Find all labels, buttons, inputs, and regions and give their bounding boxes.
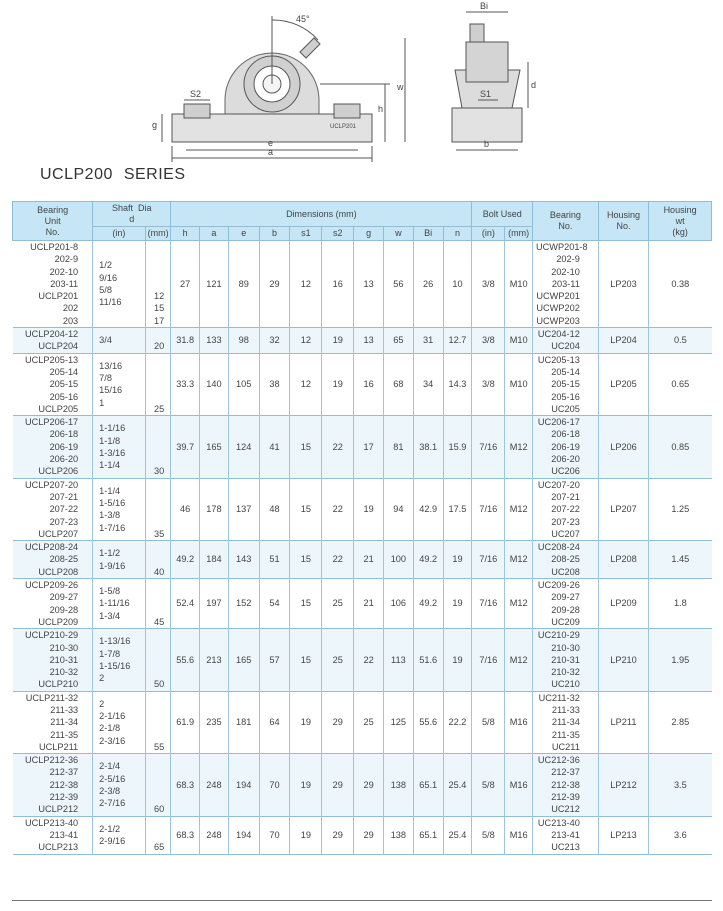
b-label: b	[484, 139, 490, 149]
cell-housing: LP204	[598, 328, 648, 354]
cell-a: 121	[200, 241, 229, 328]
right-foot-slot	[334, 104, 360, 118]
cell-n: 25.4	[443, 816, 472, 854]
cell-s2: 29	[322, 754, 354, 816]
cell-g: 13	[354, 241, 384, 328]
cell-n: 10	[443, 241, 472, 328]
cell-e: 165	[228, 629, 259, 691]
table-row	[13, 478, 712, 540]
cell-housing: LP212	[598, 754, 648, 816]
table-bottom-rule	[12, 900, 712, 901]
cell-bi: 51.6	[413, 629, 443, 691]
cell-s2: 29	[322, 691, 354, 753]
cell-bearing: UC205-13 205-14 205-15 205-16 UC205	[533, 353, 599, 415]
cell-e: 181	[228, 691, 259, 753]
cell-bolt-in: 7/16	[472, 541, 505, 579]
series-title: UCLP200 SERIES	[40, 166, 186, 183]
left-foot-slot	[184, 104, 210, 118]
cell-b: 70	[259, 754, 290, 816]
cell-s2: 22	[322, 541, 354, 579]
header-bearing-no: Bearing No.	[533, 202, 599, 241]
cell-w: 81	[383, 416, 413, 478]
cell-bearing: UC209-26 209-27 209-28 UC209	[533, 579, 599, 629]
cell-unit: UCLP210-29 210-30 210-31 210-32 UCLP210	[13, 629, 93, 691]
cell-h: 39.7	[171, 416, 200, 478]
cell-in: 1-1/2 1-9/16	[93, 541, 145, 579]
w-label: w	[397, 82, 404, 92]
cell-bi: 49.2	[413, 541, 443, 579]
cell-n: 17.5	[443, 478, 472, 540]
cell-bolt-in: 7/16	[472, 416, 505, 478]
header-housing-no: Housing No.	[598, 202, 648, 241]
cell-b: 48	[259, 478, 290, 540]
cell-housing: LP210	[598, 629, 648, 691]
spec-table	[12, 201, 712, 855]
cell-n: 19	[443, 579, 472, 629]
cell-a: 213	[200, 629, 229, 691]
header-s1: s1	[290, 227, 322, 241]
cell-h: 68.3	[171, 754, 200, 816]
cell-h: 33.3	[171, 353, 200, 415]
cell-bolt-in: 5/8	[472, 754, 505, 816]
cell-s2: 22	[322, 478, 354, 540]
cell-s1: 15	[290, 579, 322, 629]
cell-h: 31.8	[171, 328, 200, 354]
cell-a: 248	[200, 816, 229, 854]
cell-h: 55.6	[171, 629, 200, 691]
cell-e: 137	[228, 478, 259, 540]
grease-nipple	[300, 38, 320, 58]
header-bearing-unit: Bearing Unit No.	[13, 202, 93, 241]
cell-a: 165	[200, 416, 229, 478]
cell-mm: 55	[145, 691, 171, 753]
cell-bolt-mm: M10	[505, 353, 533, 415]
cell-w: 106	[383, 579, 413, 629]
cell-in: 2-1/2 2-9/16	[93, 816, 145, 854]
cell-wt: 0.65	[671, 379, 690, 390]
cell-bi: 26	[413, 241, 443, 328]
cell-bolt-mm: M12	[505, 478, 533, 540]
cell-b: 54	[259, 579, 290, 629]
cell-s2: 19	[322, 328, 354, 354]
header-housing-wt: Housing wt (kg)	[649, 202, 712, 241]
header-bolt-mm: (mm)	[505, 227, 533, 241]
cell-bi: 65.1	[413, 754, 443, 816]
cell-bearing: UC210-29 210-30 210-31 210-32 UC210	[533, 629, 599, 691]
cell-a: 235	[200, 691, 229, 753]
cell-g: 25	[354, 691, 384, 753]
table-row	[13, 754, 712, 816]
cell-bolt-mm: M16	[505, 816, 533, 854]
cell-bolt-in: 7/16	[472, 579, 505, 629]
cell-bi: 38.1	[413, 416, 443, 478]
cell-mm: 25	[145, 353, 171, 415]
header-a: a	[200, 227, 229, 241]
table-body	[13, 241, 712, 855]
header-s2: s2	[322, 227, 354, 241]
cell-in: 1-1/4 1-5/16 1-3/8 1-7/16	[93, 478, 145, 540]
table-row	[13, 629, 712, 691]
table-row	[13, 541, 712, 579]
cell-w: 113	[383, 629, 413, 691]
cell-g: 29	[354, 754, 384, 816]
cell-in: 3/4	[93, 328, 145, 354]
cell-g: 16	[354, 353, 384, 415]
cell-mm: 35	[145, 478, 171, 540]
cell-g: 17	[354, 416, 384, 478]
cell-b: 64	[259, 691, 290, 753]
cell-h: 49.2	[171, 541, 200, 579]
cell-w: 125	[383, 691, 413, 753]
cell-w: 100	[383, 541, 413, 579]
cell-b: 57	[259, 629, 290, 691]
cell-e: 194	[228, 754, 259, 816]
header-bi: Bi	[413, 227, 443, 241]
s2-label: S2	[190, 89, 202, 99]
cell-bearing: UC207-20 207-21 207-22 207-23 UC207	[533, 478, 599, 540]
cell-unit: UCLP212-36 212-37 212-38 212-39 UCLP212	[13, 754, 93, 816]
cell-mm: 20	[145, 328, 171, 354]
cell-housing: LP207	[598, 478, 648, 540]
cell-b: 38	[259, 353, 290, 415]
cell-bolt-in: 5/8	[472, 816, 505, 854]
header-mm: (mm)	[145, 227, 171, 241]
cell-s2: 29	[322, 816, 354, 854]
cell-in: 1-13/16 1-7/8 1-15/16 2	[93, 629, 145, 691]
cell-wt: 0.38	[671, 278, 690, 289]
cell-in: 13/16 7/8 15/16 1	[93, 353, 145, 415]
cell-g: 21	[354, 579, 384, 629]
cell-unit: UCLP213-40 213-41 UCLP213	[13, 816, 93, 854]
cell-mm: 65	[145, 816, 171, 854]
cell-s1: 12	[290, 328, 322, 354]
cell-bi: 31	[413, 328, 443, 354]
cell-g: 13	[354, 328, 384, 354]
header-dimensions: Dimensions (mm)	[171, 202, 472, 227]
cell-housing: LP211	[598, 691, 648, 753]
cell-h: 27	[171, 241, 200, 328]
cell-s1: 19	[290, 691, 322, 753]
header-n: n	[443, 227, 472, 241]
cell-mm: 30	[145, 416, 171, 478]
cell-mm: 40	[145, 541, 171, 579]
cell-bolt-in: 3/8	[472, 328, 505, 354]
cell-g: 21	[354, 541, 384, 579]
cell-s1: 12	[290, 241, 322, 328]
cell-h: 61.9	[171, 691, 200, 753]
a-label: a	[268, 147, 274, 157]
cell-s2: 19	[322, 353, 354, 415]
table-row	[13, 691, 712, 753]
h-label: h	[378, 104, 384, 114]
cell-housing: LP205	[598, 353, 648, 415]
cell-w: 65	[383, 328, 413, 354]
cell-b: 41	[259, 416, 290, 478]
cell-w: 56	[383, 241, 413, 328]
cell-wt: 1.8	[673, 598, 687, 609]
table-row	[13, 241, 712, 328]
cell-wt: 1.95	[671, 654, 690, 665]
table-row	[13, 816, 712, 854]
bi-label: Bi	[480, 1, 489, 11]
header-w: w	[383, 227, 413, 241]
cell-n: 19	[443, 629, 472, 691]
header-bolt-in: (in)	[472, 227, 505, 241]
cell-s1: 15	[290, 478, 322, 540]
cell-bi: 55.6	[413, 691, 443, 753]
marking-label: UCLP201	[330, 124, 357, 130]
cell-bolt-in: 3/8	[472, 353, 505, 415]
cell-w: 138	[383, 754, 413, 816]
cell-bolt-mm: M10	[505, 328, 533, 354]
cell-bolt-mm: M16	[505, 754, 533, 816]
cell-w: 68	[383, 353, 413, 415]
cell-unit: UCLP206-17 206-18 206-19 206-20 UCLP206	[13, 416, 93, 478]
cell-a: 197	[200, 579, 229, 629]
cell-bolt-in: 5/8	[472, 691, 505, 753]
cell-housing: LP203	[598, 241, 648, 328]
cell-bolt-in: 7/16	[472, 629, 505, 691]
header-h: h	[171, 227, 200, 241]
cell-s2: 25	[322, 629, 354, 691]
cell-bolt-in: 7/16	[472, 478, 505, 540]
cell-bolt-mm: M16	[505, 691, 533, 753]
cell-wt: 1.45	[671, 554, 690, 565]
cell-w: 138	[383, 816, 413, 854]
header-shaft-dia: Shaft Dia d	[93, 202, 171, 227]
cell-bearing: UC204-12 UC204	[533, 328, 599, 354]
cell-bolt-mm: M12	[505, 579, 533, 629]
cell-wt: 2.85	[671, 717, 690, 728]
s1-label: S1	[480, 89, 492, 99]
cell-s1: 19	[290, 816, 322, 854]
cell-bearing: UCWP201-8 202-9 202-10 203-11 UCWP201 UCWP202 UCWP203	[533, 241, 599, 328]
cell-g: 29	[354, 816, 384, 854]
cell-b: 29	[259, 241, 290, 328]
side-bearing	[466, 42, 508, 82]
cell-b: 32	[259, 328, 290, 354]
header-e: e	[228, 227, 259, 241]
cell-wt: 0.85	[671, 441, 690, 452]
cell-wt: 3.5	[673, 779, 687, 790]
cell-g: 19	[354, 478, 384, 540]
cell-n: 14.3	[443, 353, 472, 415]
cell-a: 248	[200, 754, 229, 816]
cell-bearing: UC211-32 211-33 211-34 211-35 UC211	[533, 691, 599, 753]
table-row	[13, 328, 712, 354]
cell-n: 19	[443, 541, 472, 579]
e-label: e	[268, 138, 274, 148]
cell-in: 2-1/4 2-5/16 2-3/8 2-7/16	[93, 754, 145, 816]
cell-s2: 16	[322, 241, 354, 328]
cell-mm: 12 15 17	[145, 241, 171, 328]
cell-s1: 15	[290, 541, 322, 579]
cell-n: 25.4	[443, 754, 472, 816]
g-label: g	[152, 120, 158, 130]
cell-unit: UCLP204-12 UCLP204	[13, 328, 93, 354]
cell-n: 22.2	[443, 691, 472, 753]
cell-unit: UCLP208-24 208-25 UCLP208	[13, 541, 93, 579]
header-b: b	[259, 227, 290, 241]
cell-bearing: UC212-36 212-37 212-38 212-39 UC212	[533, 754, 599, 816]
cell-unit: UCLP201-8 202-9 202-10 203-11 UCLP201 202 203	[13, 241, 93, 328]
table-row	[13, 416, 712, 478]
cell-a: 140	[200, 353, 229, 415]
cell-wt: 3.6	[673, 829, 687, 840]
cell-housing: LP213	[598, 816, 648, 854]
cell-e: 194	[228, 816, 259, 854]
cell-bi: 65.1	[413, 816, 443, 854]
cell-s2: 25	[322, 579, 354, 629]
cell-in: 1-5/8 1-11/16 1-3/4	[93, 579, 145, 629]
cell-g: 22	[354, 629, 384, 691]
cell-in: 2 2-1/16 2-1/8 2-3/16	[93, 691, 145, 753]
cell-e: 143	[228, 541, 259, 579]
cell-b: 51	[259, 541, 290, 579]
cell-unit: UCLP207-20 207-21 207-22 207-23 UCLP207	[13, 478, 93, 540]
cell-s1: 15	[290, 629, 322, 691]
cell-s1: 19	[290, 754, 322, 816]
cell-bearing: UC213-40 213-41 UC213	[533, 816, 599, 854]
cell-s2: 22	[322, 416, 354, 478]
cell-n: 12.7	[443, 328, 472, 354]
cell-bearing: UC208-24 208-25 UC208	[533, 541, 599, 579]
d-label: d	[531, 80, 537, 90]
cell-a: 184	[200, 541, 229, 579]
cell-unit: UCLP211-32 211-33 211-34 211-35 UCLP211	[13, 691, 93, 753]
cell-bi: 49.2	[413, 579, 443, 629]
header-in: (in)	[93, 227, 145, 241]
header-bolt-used: Bolt Used	[472, 202, 533, 227]
cell-bolt-mm: M12	[505, 416, 533, 478]
cell-bolt-mm: M12	[505, 541, 533, 579]
cell-wt: 0.5	[673, 335, 687, 346]
cell-wt: 1.25	[671, 504, 690, 515]
cell-in: 1/2 9/16 5/8 11/16	[93, 241, 145, 328]
cell-e: 105	[228, 353, 259, 415]
cell-bearing: UC206-17 206-18 206-19 206-20 UC206	[533, 416, 599, 478]
cell-mm: 45	[145, 579, 171, 629]
cell-h: 52.4	[171, 579, 200, 629]
angle-label: 45°	[296, 14, 310, 24]
cell-s1: 15	[290, 416, 322, 478]
cell-bi: 34	[413, 353, 443, 415]
table-row	[13, 353, 712, 415]
cell-unit: UCLP209-26 209-27 209-28 UCLP209	[13, 579, 93, 629]
cell-mm: 50	[145, 629, 171, 691]
cell-a: 178	[200, 478, 229, 540]
cell-e: 124	[228, 416, 259, 478]
header-g: g	[354, 227, 384, 241]
cell-e: 89	[228, 241, 259, 328]
cell-unit: UCLP205-13 205-14 205-15 205-16 UCLP205	[13, 353, 93, 415]
cell-h: 68.3	[171, 816, 200, 854]
cell-mm: 60	[145, 754, 171, 816]
cell-bolt-in: 3/8	[472, 241, 505, 328]
cell-housing: LP206	[598, 416, 648, 478]
cell-bolt-mm: M10	[505, 241, 533, 328]
cell-bolt-mm: M12	[505, 629, 533, 691]
table-row	[13, 579, 712, 629]
cell-e: 152	[228, 579, 259, 629]
cell-h: 46	[171, 478, 200, 540]
cell-b: 70	[259, 816, 290, 854]
technical-drawing	[0, 0, 723, 170]
side-base	[452, 108, 522, 142]
cell-w: 94	[383, 478, 413, 540]
cell-in: 1-1/16 1-1/8 1-3/16 1-1/4	[93, 416, 145, 478]
cell-n: 15.9	[443, 416, 472, 478]
cell-bi: 42.9	[413, 478, 443, 540]
cell-e: 98	[228, 328, 259, 354]
cell-housing: LP208	[598, 541, 648, 579]
cell-a: 133	[200, 328, 229, 354]
cell-housing: LP209	[598, 579, 648, 629]
cell-s1: 12	[290, 353, 322, 415]
